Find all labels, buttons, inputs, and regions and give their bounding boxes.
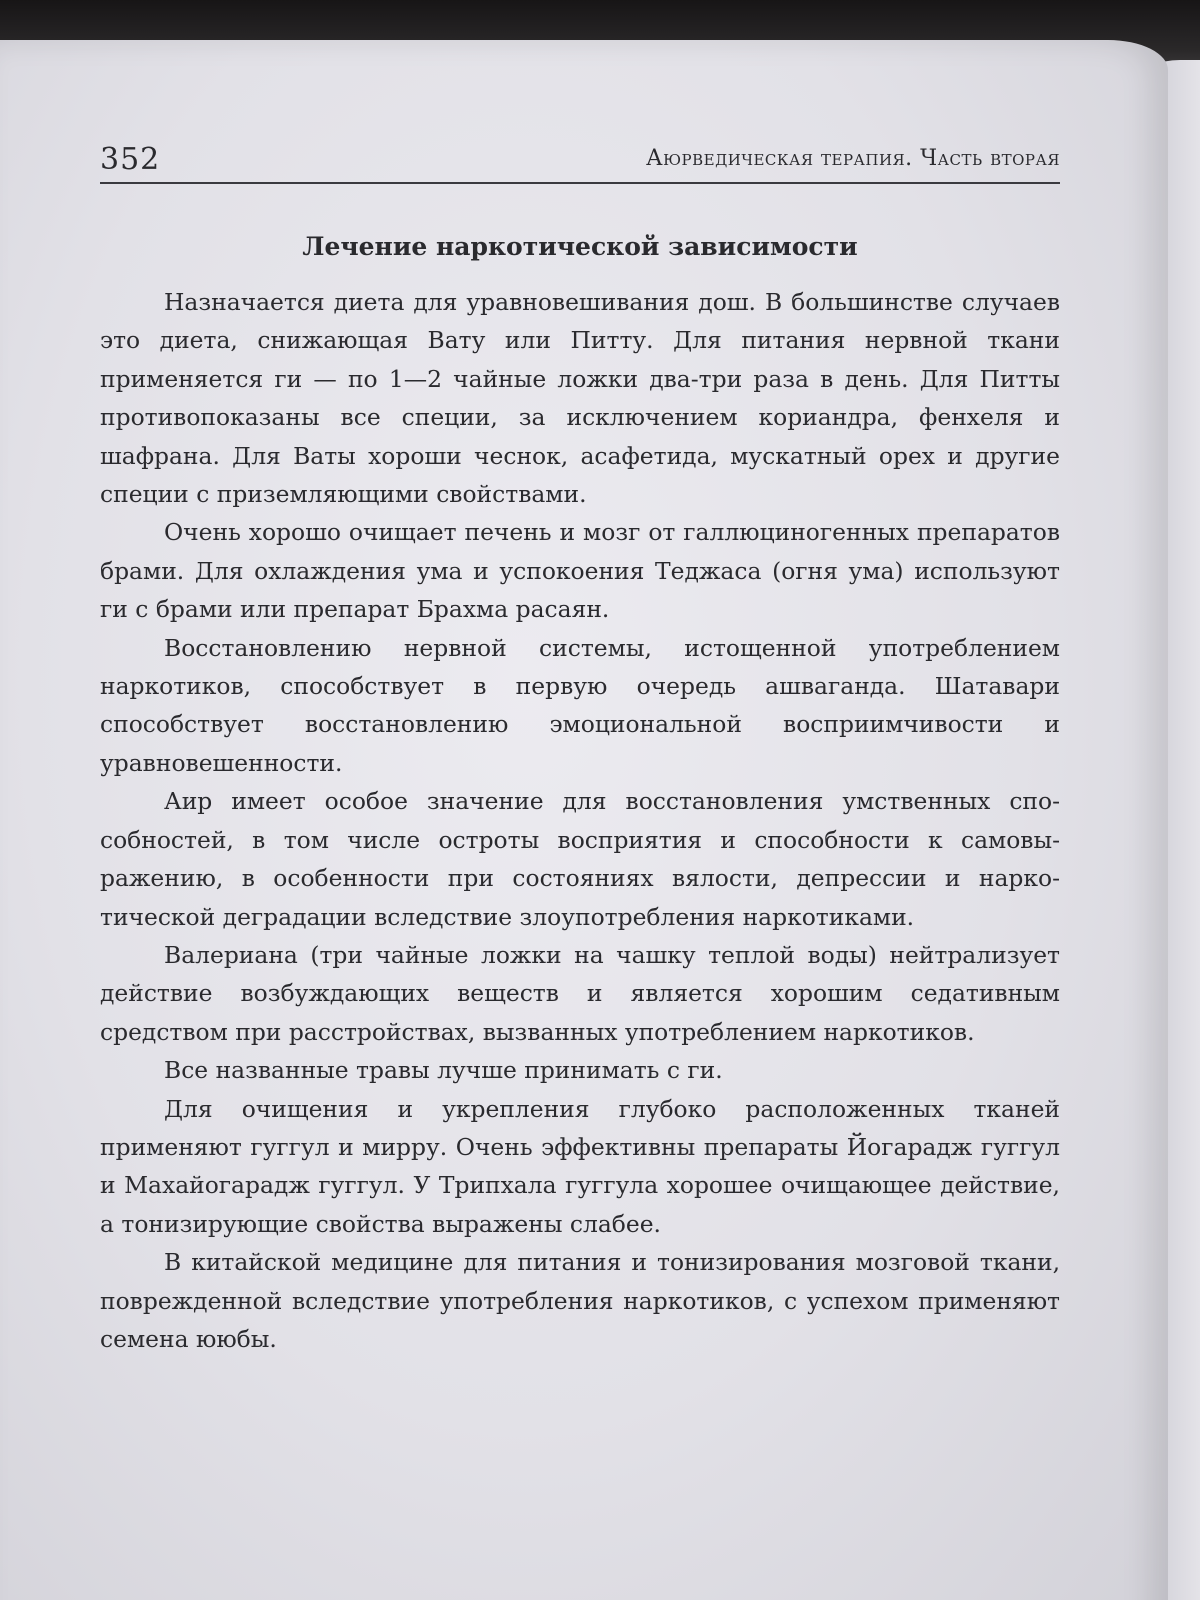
running-head xyxy=(100,136,1060,184)
paragraph-diet: Назначается диета для уравновешивания дош. В большинстве случаев это диета, снижающая Вату или Питту. Для питания нервной ткани применяется ги — по 1—2 чайные ложки два-три раза в день. Для Питты противопоказаны все специи, за исключением кориандра, фенхеля и шафрана. Для Ваты хороши чеснок, асафетида, мускатный орех и другие специи с приземляющими свойствами. xyxy=(100,288,1060,509)
paragraph-guggul: Для очищения и укрепления глубоко расположенных тканей применяют гуггул и мирру. Очень эффективны препараты Йогарадж гуггул и Махайогарадж гуггул. У Трипхала гуггула хорошее очищающее действие, а тонизирующие свойства выражены слабее. xyxy=(100,1094,1060,1238)
section-title: Лечение наркотической зависимости xyxy=(302,232,858,261)
page-number: 352 xyxy=(100,142,161,177)
paragraph-brahmi: Очень хорошо очищает печень и мозг от галлюциногенных препаратов брами. Для охлаждения ума и успокоения Теджаса (огня ума) используют ги с брами или препарат Брахма расаян. xyxy=(100,518,1060,624)
paragraph-herbs-with-ghee: Все названные травы лучше принимать с ги. xyxy=(164,1056,723,1085)
paragraph-ashwagandha: Восстановлению нервной системы, истощенной употреблением наркотиков, способствует в первую очередь ашваганда. Шатавари способствует восстановлению эмоциональной восприимчивости и уравновешенности. xyxy=(100,633,1060,777)
paragraph-calamus: Аир имеет особое значение для восстановления умственных способностей, в том числе остроты восприятия и способности к самовыражению, в особенности при состояниях вялости, депрессии и наркотической деградации вследствие злоупотребления наркотиками. xyxy=(100,787,1060,931)
page-text-block xyxy=(100,136,1060,1358)
paragraph-valerian: Валериана (три чайные ложки на чашку теплой воды) нейтрализует действие возбуждающих веществ и является хорошим седативным средством при расстройствах, вызванных употреблением наркотиков. xyxy=(100,940,1060,1046)
running-title: Аюрведическая терапия. Часть вторая xyxy=(645,146,1060,171)
paragraph-chinese-medicine: В китайской медицине для питания и тонизирования мозговой ткани, поврежденной вследствие употребления наркотиков, с успехом применяют семена ююбы. xyxy=(100,1248,1060,1353)
